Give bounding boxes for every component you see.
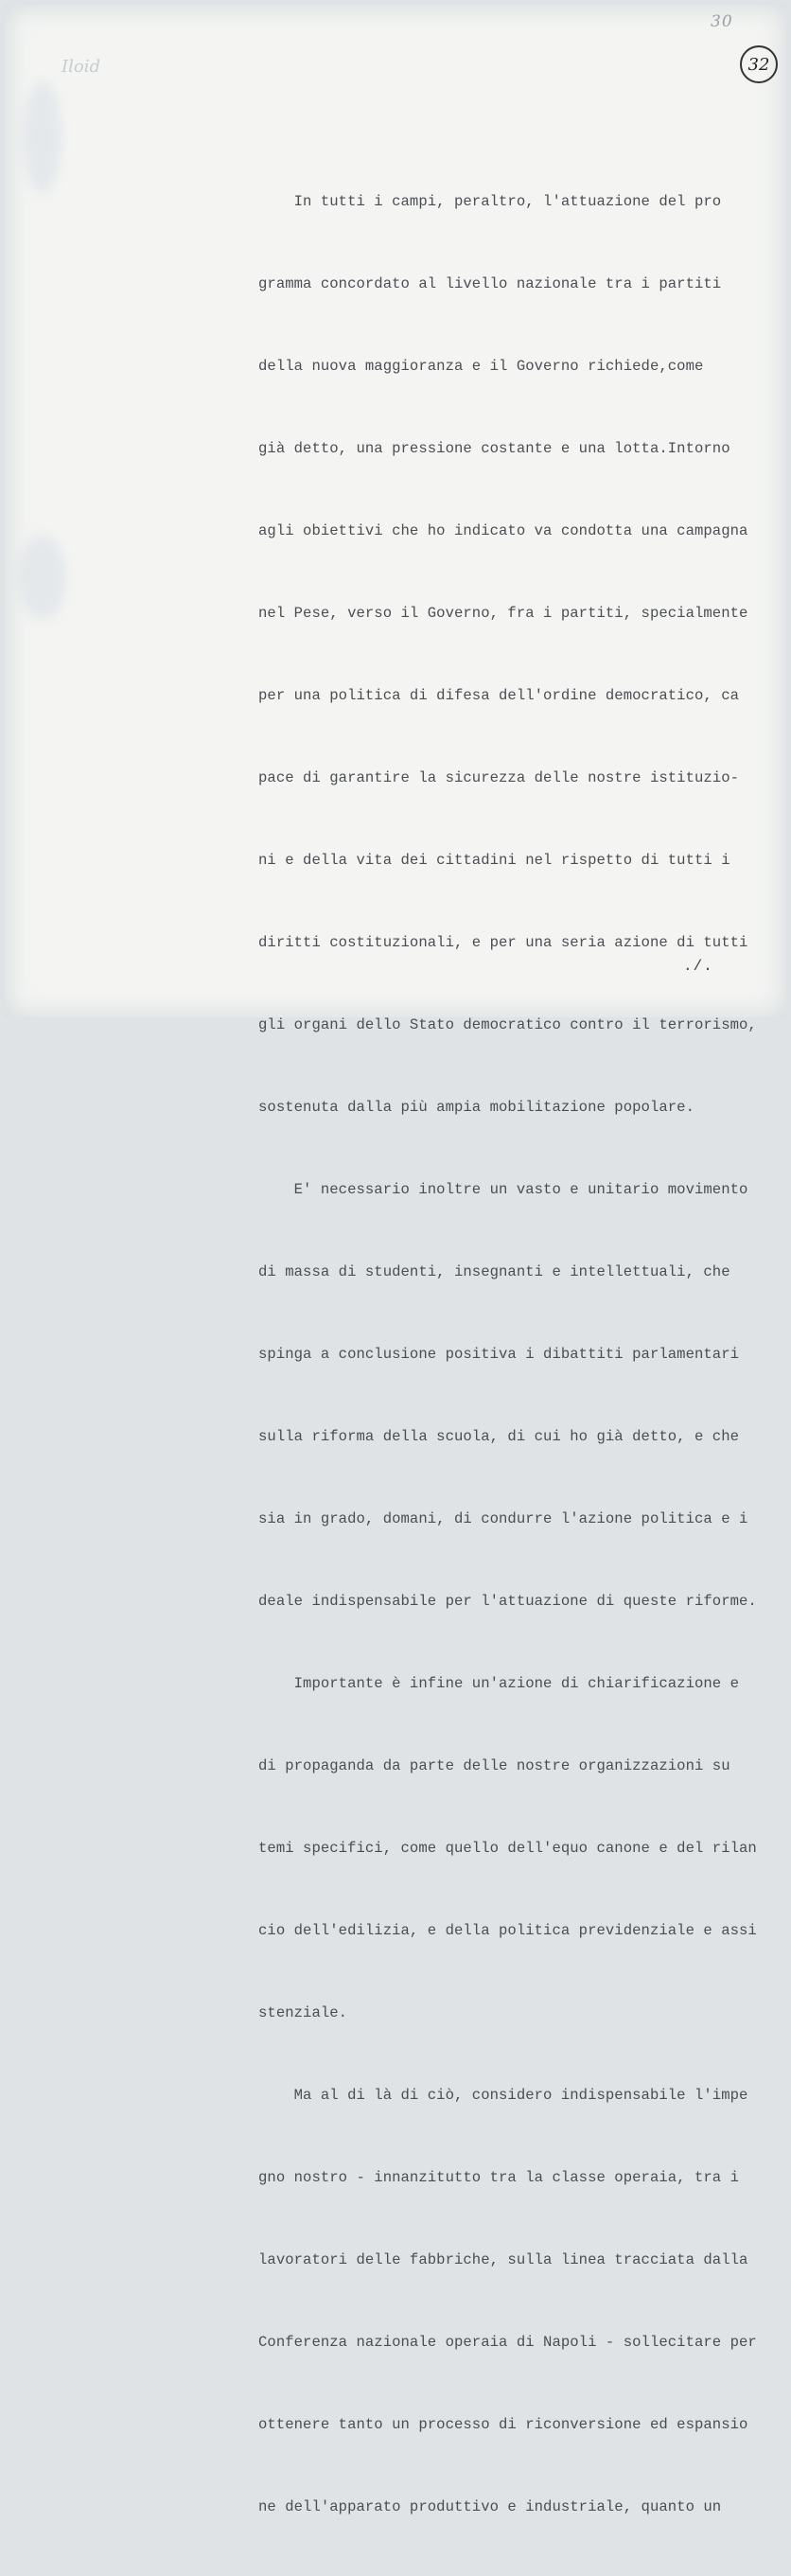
text-line: Conferenza nazionale operaia di Napoli - sollecitare per [258, 2334, 757, 2351]
text-line: per una politica di difesa dell'ordine democratico, ca [258, 687, 740, 704]
paper-stain [24, 80, 62, 194]
text-line: Importante è infine un'azione di chiarificazione e [258, 1675, 740, 1692]
text-line: cio dell'edilizia, e della politica previdenziale e assi [258, 1922, 757, 1939]
text-line: E' necessario inoltre un vasto e unitario movimento [258, 1181, 748, 1198]
text-line: lavoratori delle fabbriche, sulla linea tracciata dalla [258, 2251, 748, 2268]
text-line: sulla riforma della scuola, di cui ho già detto, e che [258, 1428, 740, 1445]
text-line: gramma concordato al livello nazionale tra i partiti [258, 275, 722, 292]
text-line: nel Pese, verso il Governo, fra i partiti, specialmente [258, 605, 748, 622]
text-line: stenziale. [258, 2004, 348, 2021]
text-line: ne dell'apparato produttivo e industriale, quanto un [258, 2498, 722, 2515]
text-line: gno nostro - innanzitutto tra la classe operaia, tra i [258, 2169, 740, 2186]
text-line: sia in grado, domani, di condurre l'azione politica e i [258, 1510, 748, 1527]
pencil-page-number: 30 [711, 12, 733, 31]
text-line: di massa di studenti, insegnanti e intellettuali, che [258, 1263, 730, 1280]
document-page [5, 5, 786, 2515]
text-line: sostenuta dalla più ampia mobilitazione popolare. [258, 1099, 694, 1116]
text-line: già detto, una pressione costante e una lotta.Intorno [258, 440, 730, 457]
text-line: gli organi dello Stato democratico contro il terrorismo, [258, 1016, 757, 1033]
text-line: deale indispensabile per l'attuazione di queste riforme. [258, 1593, 757, 1610]
text-line: della nuova maggioranza e il Governo richiede,come [258, 358, 704, 375]
text-line: ottenere tanto un processo di riconversione ed espansio [258, 2416, 748, 2433]
text-line: temi specifici, come quello dell'equo canone e del rilan [258, 1840, 757, 1857]
text-line: In tutti i campi, peraltro, l'attuazione del pro [258, 193, 722, 210]
text-line: spinga a conclusione positiva i dibattiti parlamentari [258, 1346, 740, 1363]
text-line: Ma al di là di ciò, considero indispensabile l'impe [258, 2087, 748, 2104]
margin-pencil-mark: Iloid [62, 57, 100, 77]
text-line: diritti costituzionali, e per una seria azione di tutti [258, 934, 748, 951]
typewritten-body [258, 133, 788, 2576]
text-line: agli obiettivi che ho indicato va condotta una campagna [258, 522, 748, 539]
circled-page-number: 32 [740, 45, 778, 83]
text-line: di propaganda da parte delle nostre organizzazioni su [258, 1757, 730, 1774]
paper-stain [19, 535, 66, 620]
text-line: ni e della vita dei cittadini nel rispetto di tutti i [258, 852, 730, 869]
continuation-mark: ./. [683, 958, 713, 975]
text-line: pace di garantire la sicurezza delle nostre istituzio- [258, 769, 740, 786]
